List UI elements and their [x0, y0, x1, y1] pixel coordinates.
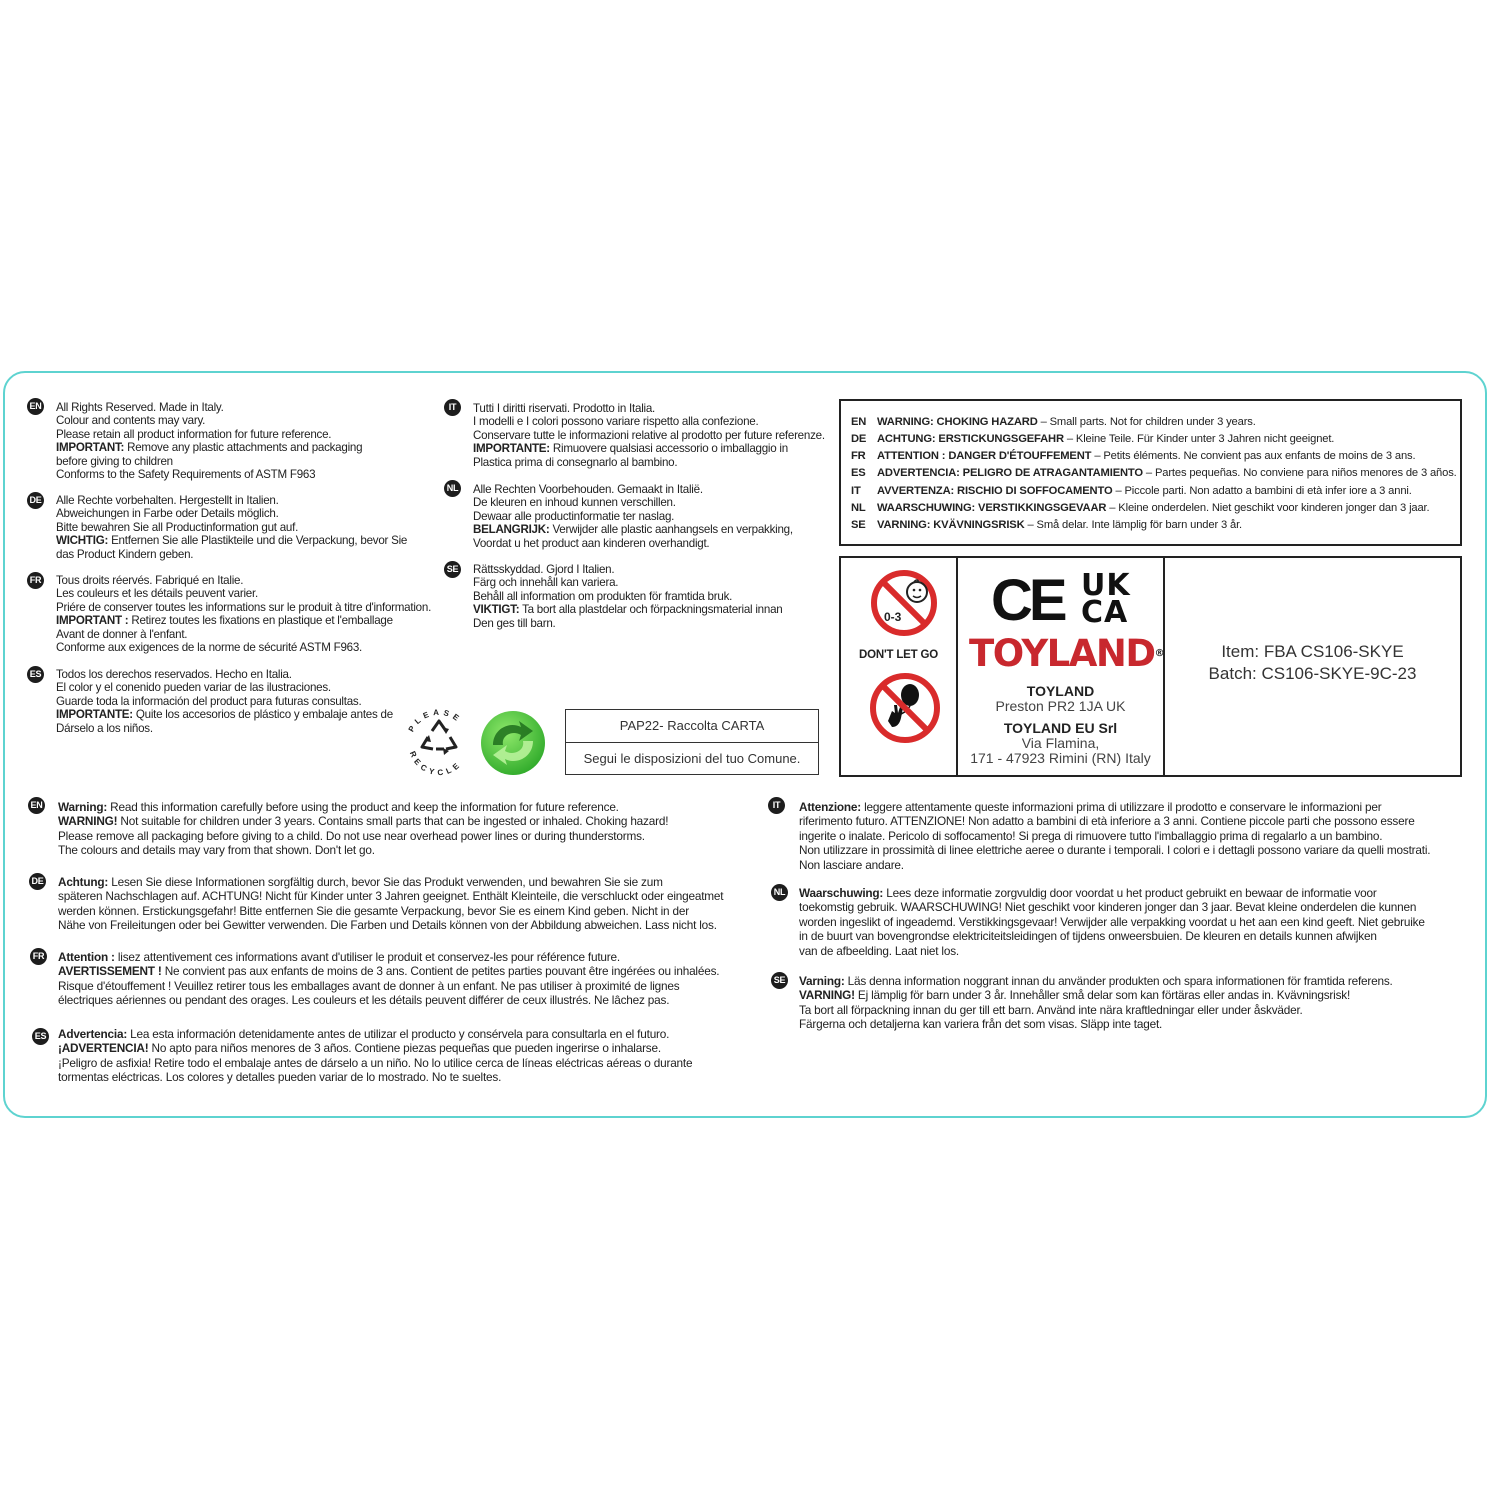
- bold-lead: IMPORTANTE:: [56, 708, 133, 722]
- text-line: [56, 695, 393, 708]
- line-text: lisez attentivement ces informations avant d'utiliser le produit et conservez-les pour référence future.: [114, 950, 620, 964]
- green-dot-icon: [479, 709, 547, 777]
- bottom-warning-se: [799, 974, 1393, 1032]
- line-text: Rimuovere qualsiasi accessorio o imballaggio in: [549, 442, 788, 456]
- line-text: Voordat u het product aan kinderen overhandigt.: [473, 536, 710, 550]
- text-line: [473, 402, 825, 415]
- brand-logo: TOYLAND®: [969, 632, 1164, 675]
- text-line: [473, 576, 782, 589]
- text-line: [799, 800, 1430, 814]
- company-eu-name: TOYLAND EU Srl: [1003, 720, 1118, 736]
- text-line: [58, 1027, 692, 1041]
- line-text: späteren Nachschlagen auf. ACHTUNG! Nicht für Kinder unter 3 Jahren geeignet. Enthält Kleinteile, die verschluckt oder eingeatmet: [58, 889, 724, 904]
- bold-lead: AVERTISSEMENT !: [58, 964, 162, 979]
- text-line: [799, 944, 1425, 958]
- line-text: Not suitable for children under 3 years. Contains small parts that can be ingested or inhaled. Choking hazard!: [117, 814, 669, 829]
- text-line: [58, 979, 719, 993]
- green-dot-logo: [479, 709, 547, 777]
- text-line: [56, 468, 362, 481]
- lang-badge-se: SE: [771, 972, 788, 989]
- line-text: Please retain all product information for future reference.: [56, 427, 332, 441]
- line-text: das Product Kindern geben.: [56, 547, 194, 561]
- line-text: électriques aériennes ou pendant des orages. Les couleurs et les détails peuvent différer de ceux illustrés. Ne lâchez pas.: [58, 993, 670, 1008]
- text-line: [58, 843, 668, 857]
- line-text: Abweichungen in Farbe oder Details möglich.: [56, 507, 279, 521]
- pap-instructions: Segui le disposizioni del tuo Comune.: [566, 742, 818, 775]
- text-line: [58, 1041, 692, 1055]
- line-text: tormentas eléctricas. Los colores y detalles pueden variar de lo mostrado. No te sueltes.: [58, 1070, 502, 1085]
- line-text: Entfernen Sie alle Plastikteile und die Verpackung, bevor Sie: [108, 534, 408, 548]
- text-line: [56, 548, 407, 561]
- line-text: Avant de donner à l'enfant.: [56, 627, 188, 641]
- text-line: [58, 964, 719, 978]
- lang-badge-en: EN: [27, 398, 44, 415]
- line-text: Dárselo a los niños.: [56, 721, 153, 735]
- line-text: Färg och innehåll kan variera.: [473, 576, 619, 590]
- bottom-warning-en: [58, 800, 668, 858]
- warning-row-en: EN WARNING: CHOKING HAZARD – Small parts. Not for children under 3 years.: [851, 416, 1256, 428]
- text-line: [473, 603, 782, 616]
- no-balloon-release-icon: [868, 671, 942, 745]
- line-text: Les couleurs et les détails peuvent varier.: [56, 587, 258, 601]
- text-line: [56, 681, 393, 694]
- text-line: [473, 617, 782, 630]
- line-text: Ne convient pas aux enfants de moins de 3 ans. Contient de petites parties pouvant être ingérées ou inhalées.: [161, 964, 720, 979]
- text-line: [799, 1003, 1393, 1017]
- top-info-se: [473, 563, 782, 630]
- line-text: Todos los derechos reservados. Hecho en Italia.: [56, 668, 292, 681]
- warning-row-it: IT AVVERTENZA: RISCHIO DI SOFFOCAMENTO – Piccole parti. Non adatto a bambini di età infer iore a 3 anni.: [851, 485, 1412, 497]
- line-text: Non lasciare andare.: [799, 857, 904, 872]
- lang-badge-fr: FR: [30, 948, 47, 965]
- line-text: Tutti I diritti riservati. Prodotto in Italia.: [473, 402, 656, 415]
- line-text: De kleuren en inhoud kunnen verschillen.: [473, 496, 676, 510]
- line-text: Non utilizzare in prossimità di linee elettriche aeree o durante i temporali. I colori e i dettagli possono variare da quelli mostrati.: [799, 843, 1431, 858]
- text-line: [473, 456, 825, 469]
- bold-lead: VIKTIGT:: [473, 603, 520, 617]
- text-line: [58, 875, 723, 889]
- text-line: [56, 521, 407, 534]
- text-line: [799, 974, 1393, 988]
- text-line: [56, 441, 362, 454]
- bottom-warning-de: [58, 875, 723, 933]
- lang-badge-de: DE: [27, 492, 44, 509]
- line-text: Lea esta información detenidamente antes de utilizar el producto y consérvela para consultarla en el futuro.: [127, 1027, 670, 1041]
- line-text: Rättsskyddad. Gjord I Italien.: [473, 563, 615, 576]
- text-line: [473, 442, 825, 455]
- text-line: [58, 1070, 692, 1084]
- text-line: [473, 496, 793, 509]
- text-line: [56, 494, 407, 507]
- line-text: Lesen Sie diese Informationen sorgfältig durch, bevor Sie das Produkt verwenden, und bewahren Sie sie zum: [108, 875, 663, 889]
- line-text: Remove any plastic attachments and packaging: [124, 441, 363, 455]
- line-text: Behåll all information om produkten för framtida bruk.: [473, 589, 733, 603]
- text-line: [473, 483, 793, 496]
- bold-lead: VARNING!: [799, 988, 855, 1003]
- bold-lead: WICHTIG:: [56, 534, 109, 548]
- svg-text:0-3: 0-3: [884, 610, 902, 624]
- text-line: [56, 587, 431, 600]
- line-text: Tous droits réervés. Fabriqué en Italie.: [56, 574, 244, 587]
- lang-badge-it: IT: [768, 797, 785, 814]
- text-line: [58, 889, 723, 903]
- line-text: Färgerna och detaljerna kan variera från det som visas. Släpp inte taget.: [799, 1017, 1163, 1032]
- text-line: [799, 858, 1430, 872]
- text-line: [473, 429, 825, 442]
- top-info-nl: [473, 483, 793, 550]
- text-line: [799, 829, 1430, 843]
- text-line: [58, 800, 668, 814]
- bold-lead: IMPORTANT :: [56, 614, 129, 628]
- line-text: Conservare tutte le informazioni relative al prodotto per future referenze.: [473, 428, 825, 442]
- text-line: [58, 993, 719, 1007]
- text-line: [473, 510, 793, 523]
- text-line: [58, 829, 668, 843]
- line-text: van de afbeelding. Laat niet los.: [799, 943, 959, 958]
- line-text: Den ges till barn.: [473, 616, 556, 630]
- line-text: Colour and contents may vary.: [56, 414, 206, 428]
- bottom-warning-fr: [58, 950, 719, 1008]
- top-info-it: [473, 402, 825, 469]
- line-text: ¡Peligro de asfixia! Retire todo el embalaje antes de dárselo a un niño. No lo utilice cerca de líneas eléctricas aéreas o durante: [58, 1055, 693, 1070]
- line-text: El color y el conenido pueden variar de las ilustraciones.: [56, 681, 331, 695]
- line-text: Conforme aux exigences de la norme de sécurité ASTM F963.: [56, 641, 363, 655]
- please-recycle-logo: [402, 703, 476, 777]
- bold-lead: Achtung:: [58, 875, 109, 889]
- text-line: [56, 574, 431, 587]
- line-text: Conforms to the Safety Requirements of ASTM F963: [56, 468, 316, 482]
- svg-text:PLEASE: PLEASE: [406, 707, 464, 734]
- line-text: riferimento futuro. ATTENZIONE! Non adatto a bambini di età inferiore a 3 anni. Contiene piccole parti che possono essere: [799, 814, 1415, 829]
- line-text: All Rights Reserved. Made in Italy.: [56, 401, 224, 414]
- choking-warning-box: [839, 399, 1462, 546]
- line-text: The colours and details may vary from that shown. Don't let go.: [58, 843, 375, 858]
- bold-lead: Advertencia:: [58, 1027, 128, 1041]
- text-line: [799, 929, 1425, 943]
- line-text: Read this information carefully before using the product and keep the information for future reference.: [107, 800, 619, 814]
- lang-badge-nl: NL: [444, 480, 461, 497]
- text-line: [799, 900, 1425, 914]
- line-text: Alle Rechten Voorbehouden. Gemaakt in Italië.: [473, 483, 703, 496]
- lang-badge-nl: NL: [771, 884, 788, 901]
- warning-row-fr: FR ATTENTION : DANGER D'ÉTOUFFEMENT – Petits éléments. Ne convient pas aux enfants de moins de 3 ans.: [851, 450, 1416, 462]
- warning-row-de: DE ACHTUNG: ERSTICKUNGSGEFAHR – Kleine Teile. Für Kinder unter 3 Jahren nicht geeignet.: [851, 433, 1335, 445]
- top-info-en: [56, 401, 362, 481]
- ce-mark: CE: [991, 568, 1064, 633]
- bottom-warning-it: [799, 800, 1430, 872]
- line-text: Priére de conserver toutes les informations sur le produit à titre d'information.: [56, 600, 432, 614]
- text-line: [799, 1017, 1393, 1031]
- line-text: Alle Rechte vorbehalten. Hergestellt in Italien.: [56, 494, 279, 507]
- text-line: [799, 988, 1393, 1002]
- lang-badge-se: SE: [444, 561, 461, 578]
- text-line: [473, 415, 825, 428]
- bold-lead: IMPORTANT:: [56, 441, 125, 455]
- bold-lead: WARNING!: [58, 814, 118, 829]
- bold-lead: IMPORTANTE:: [473, 442, 550, 456]
- lang-badge-fr: FR: [27, 572, 44, 589]
- top-info-fr: [56, 574, 431, 654]
- bold-lead: ¡ADVERTENCIA!: [58, 1041, 149, 1056]
- text-line: [56, 414, 362, 427]
- text-line: [56, 614, 431, 627]
- line-text: Plastica prima di consegnarlo al bambino.: [473, 455, 678, 469]
- line-text: Nähe von Freileitungen oder bei Gewitter verwenden. Die Farben und Details können von der Abbildung abweichen. Lass nicht los.: [58, 918, 717, 933]
- line-text: I modelli e I colori possono variare rispetto alla confezione.: [473, 415, 759, 429]
- lang-badge-en: EN: [28, 797, 45, 814]
- line-text: No apto para niños menores de 3 años. Contiene piezas pequeñas que pueden ingerirse o inhalarse.: [148, 1041, 661, 1056]
- lang-badge-it: IT: [444, 399, 461, 416]
- line-text: Risque d'étouffement ! Veuillez retirer tous les emballages avant de donner à un enfant. Ne pas utiliser à proximité de lignes: [58, 978, 680, 993]
- bold-lead: BELANGRIJK:: [473, 523, 550, 537]
- text-line: [799, 814, 1430, 828]
- text-line: [799, 886, 1425, 900]
- pap-code: PAP22- Raccolta CARTA: [619, 718, 765, 733]
- text-line: [58, 814, 668, 828]
- no-under-3-icon: [869, 568, 939, 638]
- text-line: [56, 401, 362, 414]
- text-line: [473, 523, 793, 536]
- line-text: Ta bort alla plastdelar och förpackningsmaterial innan: [519, 603, 783, 617]
- item-number: Item: FBA CS106-SKYE: [1221, 642, 1404, 661]
- bottom-warning-es: [58, 1027, 692, 1085]
- warning-row-es: ES ADVERTENCIA: PELIGRO DE ATRAGANTAMIENTO – Partes pequeñas. No conviene para niños menores de 3 años.: [851, 467, 1457, 479]
- product-info-box: [839, 556, 1462, 777]
- company-uk-name: TOYLAND: [1026, 683, 1095, 699]
- text-line: [56, 507, 407, 520]
- line-text: Bitte bewahren Sie all Productinformation gut auf.: [56, 520, 299, 534]
- text-line: [473, 590, 782, 603]
- text-line: [799, 843, 1430, 857]
- line-text: Dewaar alle productinformatie ter naslag.: [473, 509, 675, 523]
- line-text: Lees deze informatie zorgvuldig door voordat u het product gebruikt en bewaar de informatie voor: [883, 886, 1377, 900]
- text-line: [58, 904, 723, 918]
- line-text: leggere attentamente queste informazioni prima di utilizzare il prodotto e conservare le informazioni per: [861, 800, 1382, 814]
- text-line: [56, 455, 362, 468]
- line-text: Verwijder alle plastic aanhangsels en verpakking,: [549, 523, 793, 537]
- company-uk-address: Preston PR2 1JA UK: [995, 698, 1126, 714]
- text-line: [56, 641, 431, 654]
- lang-badge-es: ES: [27, 666, 44, 683]
- recycle-icon: [402, 703, 476, 777]
- text-line: [58, 918, 723, 932]
- line-text: in de buurt van bovengrondse elektriciteitsleidingen of tijdens onweersbuien. De kleuren en details kunnen afwijken: [799, 929, 1377, 944]
- bold-lead: Varning:: [799, 974, 845, 988]
- line-text: Retirez toutes les fixations en plastique et l'emballage: [128, 614, 393, 628]
- text-line: [58, 950, 719, 964]
- text-line: [56, 708, 393, 721]
- line-text: Ta bort all förpackning innan du ger till ett barn. Använd inte nära kraftledningar eller under åskväder.: [799, 1002, 1303, 1017]
- paper-recycling-box: [565, 709, 819, 775]
- warning-row-nl: NL WAARSCHUWING: VERSTIKKINGSGEVAAR – Kleine onderdelen. Niet geschikt voor kinderen jonger dan 3 jaar.: [851, 502, 1430, 514]
- lang-badge-de: DE: [29, 873, 46, 890]
- line-text: Please remove all packaging before giving to a child. Do not use near overhead power lines or during thunderstorms.: [58, 828, 645, 843]
- top-info-es: [56, 668, 393, 735]
- bold-lead: Warning:: [58, 800, 108, 814]
- bold-lead: Attenzione:: [799, 800, 862, 814]
- line-text: Quite los accesorios de plástico y embalaje antes de: [132, 708, 393, 722]
- bottom-warning-nl: [799, 886, 1425, 958]
- line-text: Guarde toda la información del product para futuras consultas.: [56, 694, 362, 708]
- company-eu-address-1: Via Flamina,: [1021, 735, 1100, 751]
- text-line: [473, 537, 793, 550]
- lang-badge-es: ES: [32, 1028, 49, 1045]
- top-info-de: [56, 494, 407, 561]
- bold-lead: Attention :: [58, 950, 115, 964]
- line-text: ingerite o inalate. Pericolo di soffocamento! Si prega di rimuovere tutto l'imballaggio prima di regalarlo a un bambino.: [799, 828, 1383, 843]
- line-text: Läs denna information noggrant innan du använder produkten och spara informationen för framtida referens.: [844, 974, 1393, 988]
- text-line: [56, 601, 431, 614]
- warning-row-se: SE VARNING: KVÄVNINGSRISK – Små delar. Inte lämplig för barn under 3 år.: [851, 519, 1242, 531]
- text-line: [56, 668, 393, 681]
- line-text: werden können. Erstickungsgefahr! Bitte entfernen Sie die gesamte Verpackung, bevor Sie es einem Kind geben. Nicht in der: [58, 903, 689, 918]
- batch-number: Batch: CS106-SKYE-9C-23: [1208, 664, 1417, 683]
- bold-lead: Waarschuwing:: [799, 886, 884, 900]
- line-text: worden ingeslikt of ingeademd. Verstikkingsgevaar! Verwijder alle verpakking voordat u het aan een kind geeft. Niet gebruike: [799, 914, 1425, 929]
- line-text: Ej lämplig för barn under 3 år. Innehåller små delar som kan förtäras eller andas in. Kvävningsrisk!: [854, 988, 1351, 1003]
- ukca-mark: UK CA: [1081, 568, 1131, 630]
- dont-let-go-label: DON'T LET GO: [859, 649, 938, 661]
- line-text: before giving to children: [56, 454, 173, 468]
- text-line: [56, 534, 407, 547]
- line-text: toekomstig gebruik. WAARSCHUWING! Niet geschikt voor kinderen jonger dan 3 jaar. Bevat kleine onderdelen die kunnen: [799, 900, 1417, 915]
- text-line: [58, 1056, 692, 1070]
- text-line: [56, 628, 431, 641]
- text-line: [473, 563, 782, 576]
- company-eu-address-2: 171 - 47923 Rimini (RN) Italy: [970, 750, 1151, 766]
- text-line: [56, 722, 393, 735]
- text-line: [799, 915, 1425, 929]
- svg-text:RECYCLE: RECYCLE: [407, 749, 464, 777]
- text-line: [56, 428, 362, 441]
